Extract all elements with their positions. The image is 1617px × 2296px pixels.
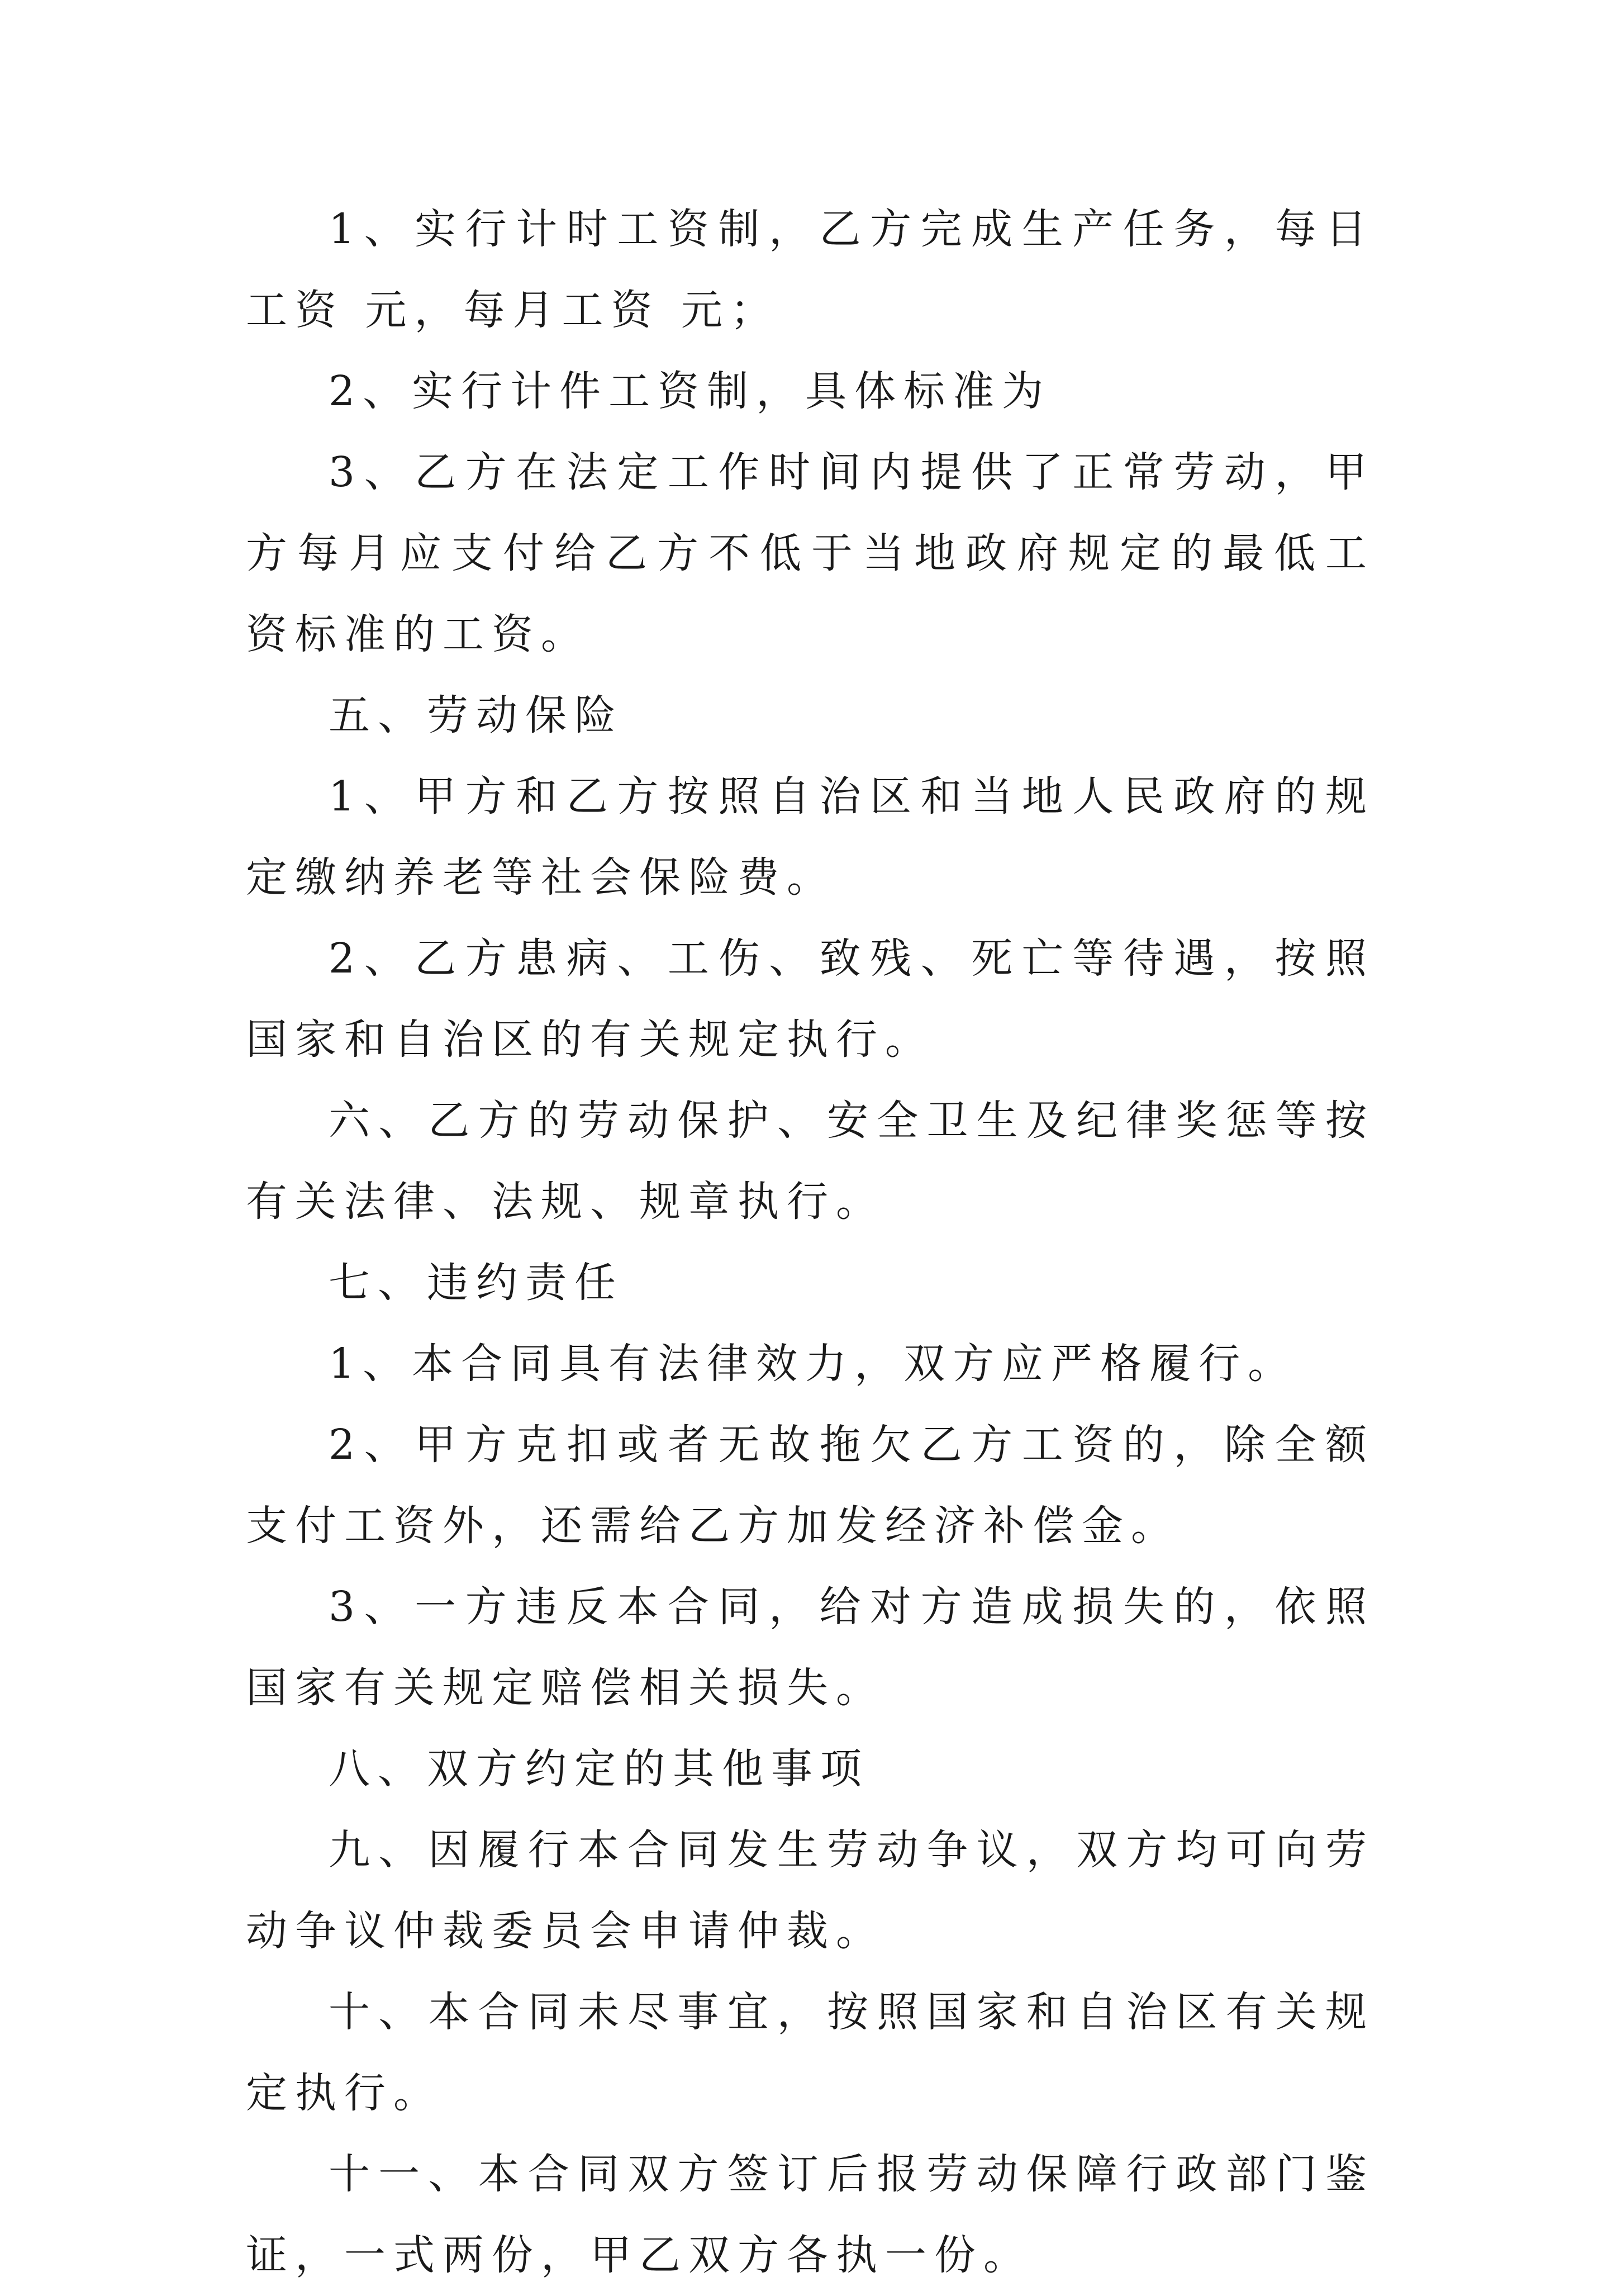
paragraph-illness-benefits: 2、乙方患病、工伤、致残、死亡等待遇，按照国家和自治区的有关规定执行。	[246, 934, 1375, 1064]
paragraph-wage-piece: 2、实行计件工资制，具体标准为	[329, 367, 1052, 415]
document-body	[246, 189, 1375, 2296]
paragraph-unresolved-matters: 十、本合同未尽事宜，按照国家和自治区有关规定执行。	[246, 1988, 1375, 2117]
section-heading-other-matters: 八、双方约定的其他事项	[329, 1745, 869, 1793]
paragraph-copies: 十一、本合同双方签订后报劳动保障行政部门鉴证，一式两份，甲乙双方各执一份。	[246, 2150, 1375, 2279]
paragraph-legal-effect: 1、本合同具有法律效力，双方应严格履行。	[329, 1340, 1297, 1388]
paragraph-wage-arrears: 2、甲方克扣或者无故拖欠乙方工资的，除全额支付工资外，还需给乙方加发经济补偿金。	[246, 1421, 1375, 1550]
paragraph-wage-time: 1、实行计时工资制，乙方完成生产任务，每日工资 元，每月工资 元；	[246, 205, 1375, 334]
paragraph-labor-protection: 六、乙方的劳动保护、安全卫生及纪律奖惩等按有关法律、法规、规章执行。	[246, 1097, 1375, 1226]
section-heading-insurance: 五、劳动保险	[329, 691, 624, 739]
section-heading-liability: 七、违约责任	[329, 1259, 624, 1307]
paragraph-arbitration: 九、因履行本合同发生劳动争议，双方均可向劳动争议仲裁委员会申请仲裁。	[246, 1826, 1375, 1955]
paragraph-minimum-wage: 3、乙方在法定工作时间内提供了正常劳动，甲方每月应支付给乙方不低于当地政府规定的最低工资标准的工资。	[246, 448, 1375, 658]
paragraph-insurance-fees: 1、甲方和乙方按照自治区和当地人民政府的规定缴纳养老等社会保险费。	[246, 772, 1375, 902]
paragraph-compensation: 3、一方违反本合同，给对方造成损失的，依照国家有关规定赔偿相关损失。	[246, 1583, 1375, 1712]
